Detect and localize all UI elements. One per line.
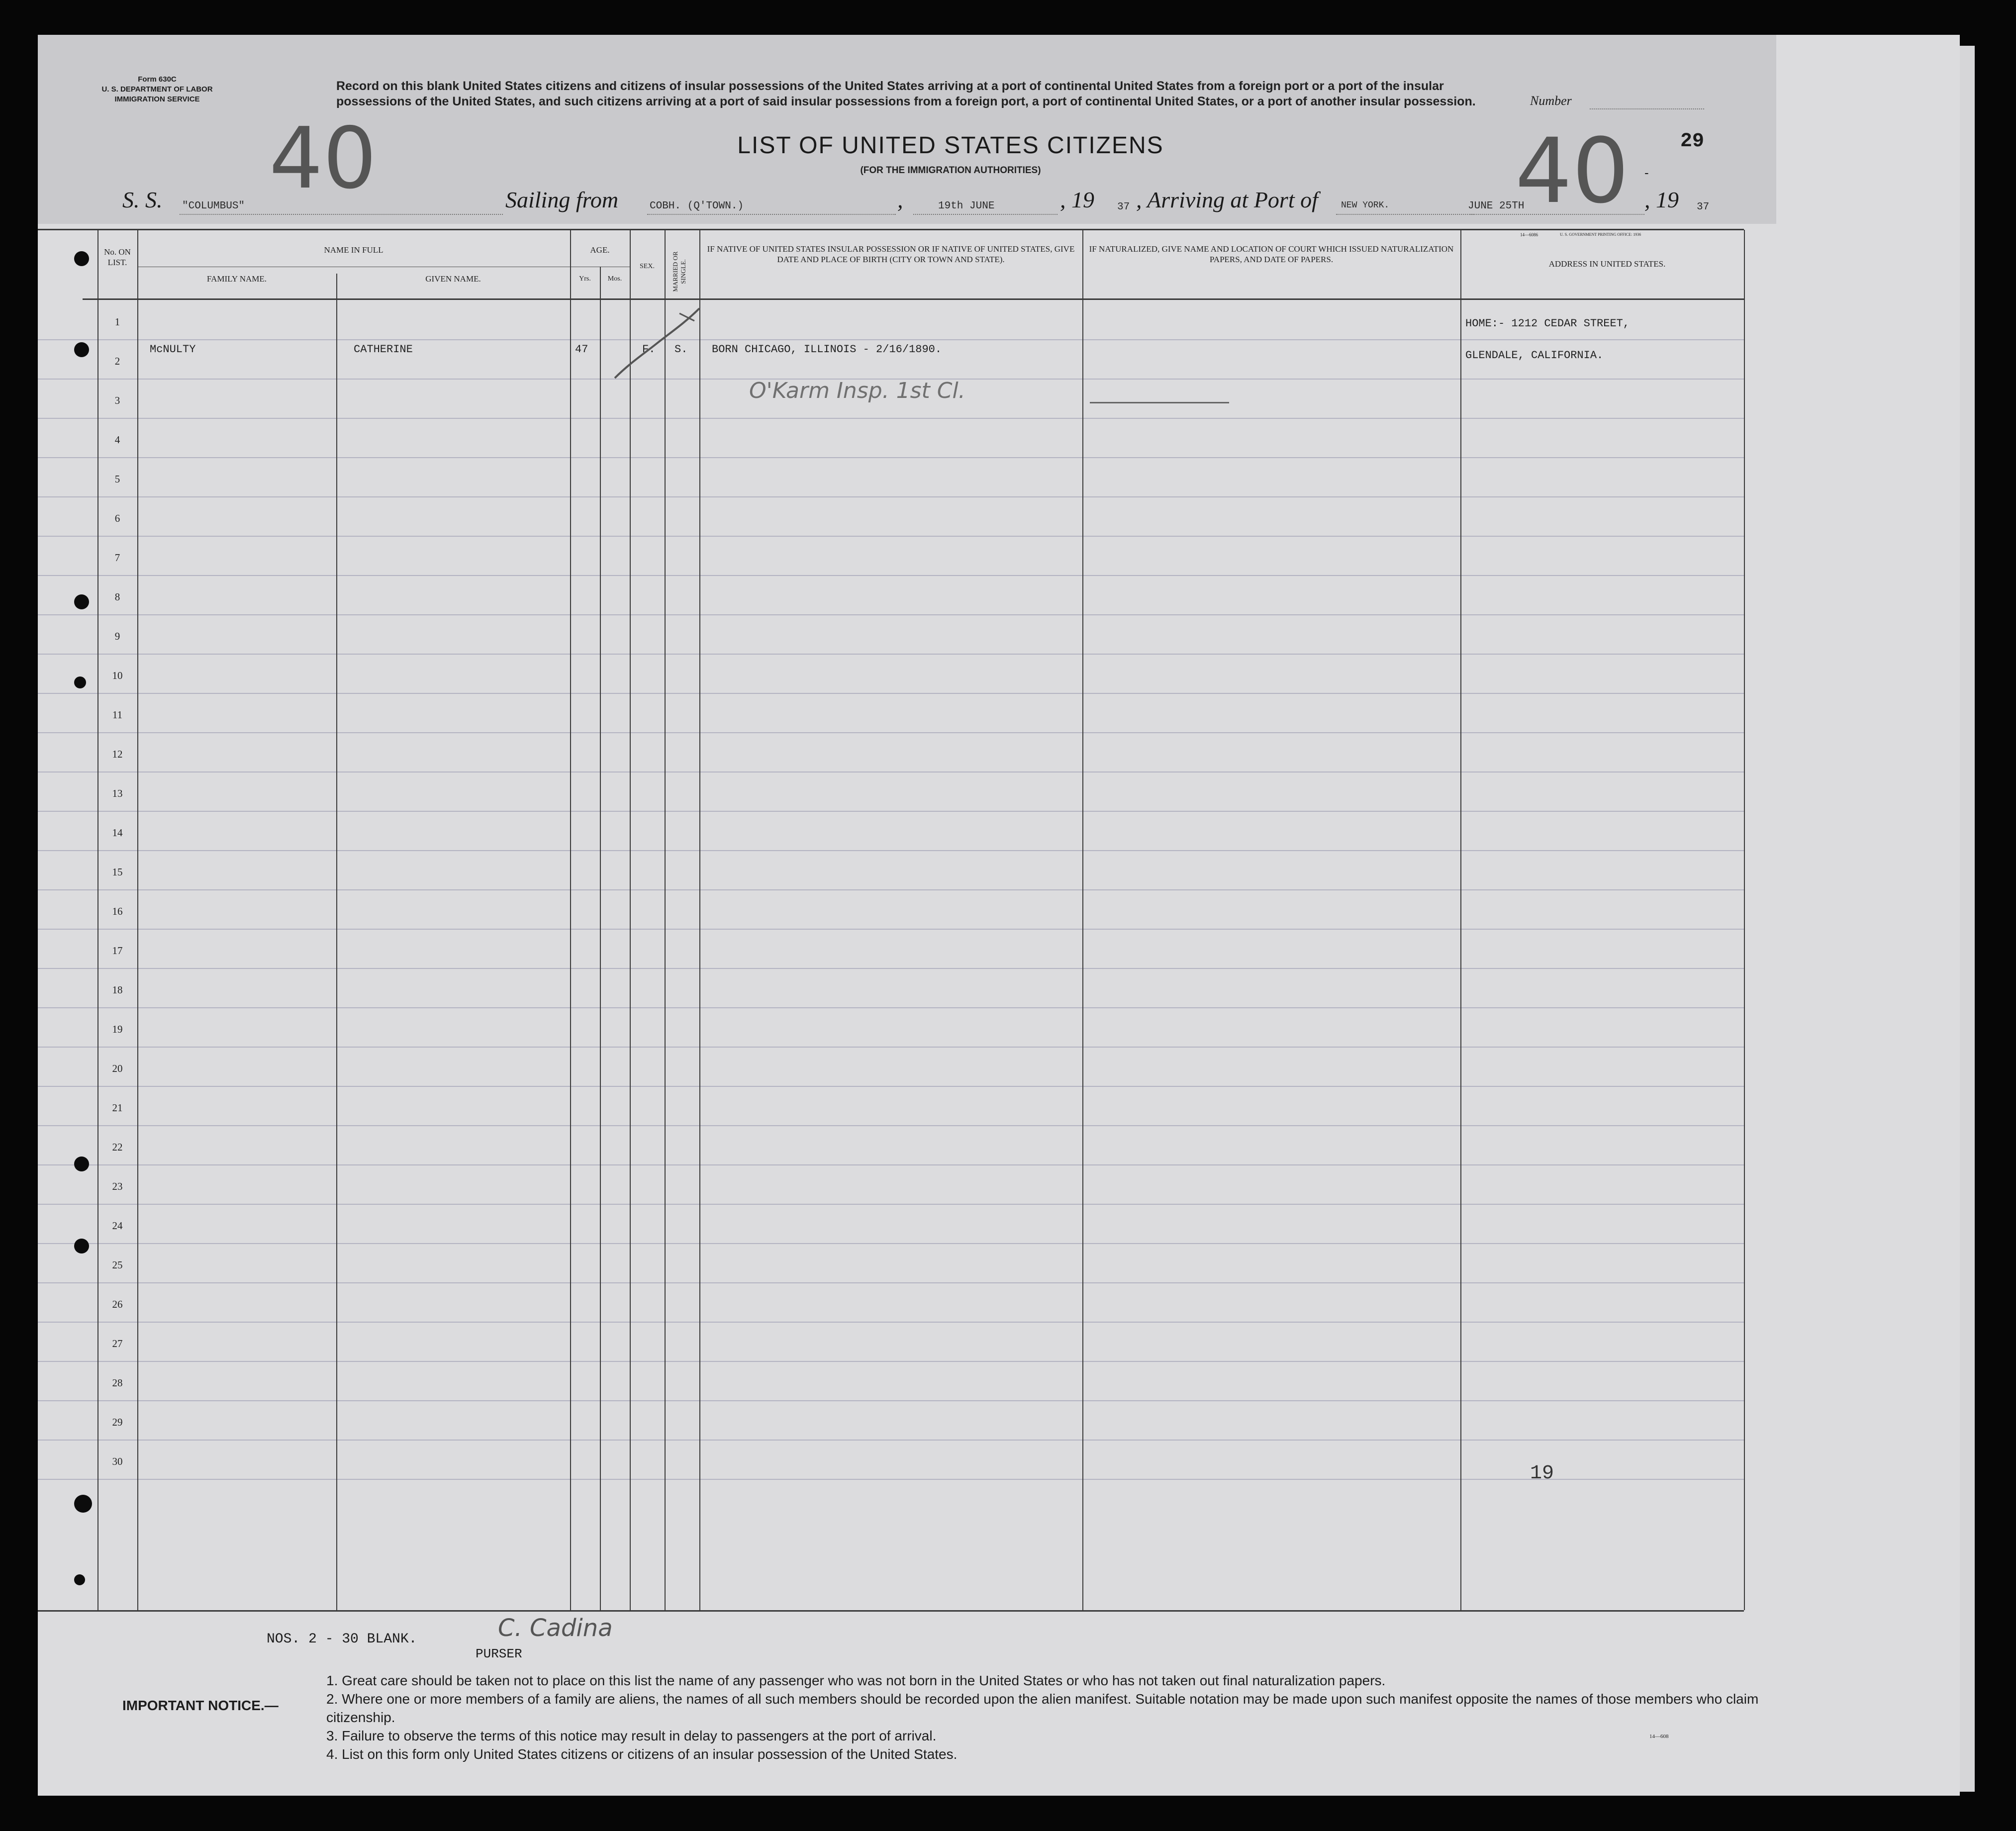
row-rule-line (38, 457, 1744, 458)
row-number: 14 (112, 827, 123, 839)
number-label: Number (1530, 94, 1572, 108)
row-number: 5 (114, 473, 120, 485)
sailing-label: Sailing from (505, 187, 619, 212)
notice-items (326, 1671, 1769, 1763)
form-code: 14—608 (1649, 1734, 1669, 1739)
col-age: AGE. (590, 245, 610, 255)
col-naturalized-info: IF NATURALIZED, GIVE NAME AND LOCATION OF COURT WHICH ISSUED NATURALIZATION PAPERS, AND DATE OF PAPERS. (1089, 244, 1454, 264)
entry-given-name: CATHERINE (354, 343, 413, 356)
arriving-label: , Arriving at Port of (1136, 187, 1318, 212)
row-rule-line (38, 771, 1744, 772)
arriving-label-text: Arriving at Port of (1147, 187, 1318, 212)
row-rule-line (38, 1086, 1744, 1087)
col-mos: Mos. (607, 275, 622, 283)
year-prefix-2: 19 (1656, 187, 1679, 212)
row-number: 13 (112, 787, 123, 799)
year-prefix-1: 19 (1071, 187, 1094, 212)
ship-name: "COLUMBUS" (182, 200, 245, 212)
row-number: 7 (114, 552, 120, 564)
row-rule-line (38, 693, 1744, 694)
row-number: 24 (112, 1220, 123, 1232)
row-rule-line (38, 575, 1744, 576)
arrival-year: 37 (1697, 201, 1710, 213)
entry-marital: S. (674, 343, 688, 356)
row-rule-line (38, 496, 1744, 497)
row-rule-line (38, 889, 1744, 890)
check-mark-icon (600, 303, 704, 388)
row-number: 8 (114, 591, 120, 603)
notice-heading: IMPORTANT NOTICE.— (122, 1698, 279, 1713)
row-number: 11 (112, 709, 123, 721)
header-bottom-border (83, 298, 1744, 300)
table-bottom-border (38, 1610, 1744, 1612)
row-rule-line (38, 1125, 1744, 1126)
row-rule-line (38, 1440, 1744, 1441)
from-port: COBH. (Q'TOWN.) (650, 200, 744, 212)
annotation-line (1090, 402, 1229, 403)
row-number: 10 (112, 670, 123, 681)
form-info (93, 75, 222, 104)
col-line-naturalized (1082, 230, 1083, 1610)
notice-item-1: 1. Great care should be taken not to place on this list the name of any passenger who was not born in the United States or who has not taken out final naturalization papers. (326, 1673, 1386, 1688)
row-number: 19 (112, 1023, 123, 1035)
punch-hole (74, 1574, 85, 1585)
row-rule-line (38, 929, 1744, 930)
row-rule-line (38, 1204, 1744, 1205)
number-line (1590, 108, 1704, 109)
row-rule-line (38, 418, 1744, 419)
row-number: 29 (112, 1416, 123, 1428)
row-number: 25 (112, 1259, 123, 1271)
row-number: 9 (114, 630, 120, 642)
sail-year: 37 (1117, 201, 1130, 213)
row-rule-line (38, 1479, 1744, 1480)
col-line-no (97, 230, 98, 1610)
sail-year-prefix: , 19 (1060, 187, 1094, 212)
row-number: 20 (112, 1062, 123, 1074)
entry-address-line2: GLENDALE, CALIFORNIA. (1465, 349, 1604, 362)
entry-sex: F. (642, 343, 656, 356)
col-line-given (336, 274, 337, 1610)
entry-annotation: O'Karm Insp. 1st Cl. (749, 378, 965, 403)
row-rule-line (38, 968, 1744, 969)
col-line-age (570, 230, 571, 1610)
row-number: 30 (112, 1455, 123, 1467)
sail-date-line (913, 214, 1057, 215)
row-number: 1 (114, 316, 120, 328)
row-rule-line (38, 1243, 1744, 1244)
row-rule-line (38, 732, 1744, 733)
row-rule-line (38, 339, 1744, 340)
punch-hole (74, 251, 89, 266)
row-rule-line (38, 811, 1744, 812)
row-number: 6 (114, 512, 120, 524)
row-number: 2 (114, 355, 120, 367)
entry-age-years: 47 (575, 343, 588, 356)
entry-family-name: McNULTY (150, 343, 196, 356)
punch-hole (74, 676, 86, 688)
entry-address-line1: HOME:- 1212 CEDAR STREET, (1465, 317, 1630, 330)
handwritten-list-number: 40 (269, 109, 377, 208)
number-suffix: 29 (1680, 130, 1705, 153)
purser-label: PURSER (476, 1646, 522, 1661)
row-number: 27 (112, 1338, 123, 1349)
from-port-line (647, 214, 896, 215)
col-line-married (665, 230, 666, 1610)
row-number: 28 (112, 1377, 123, 1389)
row-rule-line (38, 1322, 1744, 1323)
row-number: 15 (112, 866, 123, 878)
col-line-mos (600, 267, 601, 1610)
row-number: 12 (112, 748, 123, 760)
row-number: 16 (112, 905, 123, 917)
punch-hole (74, 1495, 92, 1513)
row-rule-line (38, 1282, 1744, 1283)
printing-office: U. S. GOVERNMENT PRINTING OFFICE: 1936 (1560, 232, 1641, 237)
arrival-date: JUNE 25TH (1468, 200, 1525, 212)
col-family-name: FAMILY NAME. (206, 274, 267, 284)
col-line-right (1744, 230, 1745, 1610)
row-rule-line (38, 1164, 1744, 1165)
ship-line (180, 214, 503, 215)
arrival-year-prefix: , 19 (1644, 187, 1679, 212)
row-number: 4 (114, 434, 120, 446)
col-line-native (699, 230, 700, 1610)
purser-signature: C. Cadina (498, 1614, 613, 1642)
manifest-sheet (38, 35, 1960, 1796)
row-rule-line (38, 1007, 1744, 1008)
row-rule-line (38, 536, 1744, 537)
col-line-family (137, 230, 138, 1610)
col-native-info: IF NATIVE OF UNITED STATES INSULAR POSSESSION OR IF NATIVE OF UNITED STATES, GIVE DATE AND PLACE OF BIRTH (CITY OR TOWN AND STATE). (707, 244, 1075, 264)
row-rule-line (38, 1047, 1744, 1048)
row-number: 22 (112, 1141, 123, 1153)
department: U. S. DEPARTMENT OF LABOR (101, 85, 213, 94)
comma-1: , (897, 187, 903, 212)
row-number: 17 (112, 945, 123, 957)
col-no-on-list: No. ON LIST. (104, 247, 131, 267)
punch-hole (74, 594, 89, 609)
row-number: 18 (112, 984, 123, 996)
notice-item-4: 4. List on this form only United States citizens or citizens of an insular possession of the United States. (326, 1746, 958, 1762)
blank-rows-note: NOS. 2 - 30 BLANK. (267, 1632, 417, 1647)
col-sex: SEX. (640, 263, 655, 270)
col-yrs: Yrs. (579, 275, 591, 283)
sail-date: 19th JUNE (938, 200, 995, 212)
col-married-or-single: MARRIED OR SINGLE. (672, 251, 687, 292)
row-rule-line (38, 1361, 1744, 1362)
handwritten-number-value: 40 (1515, 119, 1630, 223)
row-rule-line (38, 614, 1744, 615)
col-line-address (1460, 230, 1461, 1610)
row-number: 23 (112, 1180, 123, 1192)
row-number: 21 (112, 1102, 123, 1114)
col-address: ADDRESS IN UNITED STATES. (1548, 259, 1666, 269)
punch-hole (74, 1156, 89, 1171)
ss-label: S. S. (122, 187, 163, 212)
arrival-port: NEW YORK. (1341, 200, 1390, 210)
page-note: 19 (1530, 1462, 1554, 1485)
page-subtitle: (FOR THE IMMIGRATION AUTHORITIES) (860, 165, 1041, 176)
entry-birth-info: BORN CHICAGO, ILLINOIS - 2/16/1890. (712, 343, 942, 356)
notice-item-2: 2. Where one or more members of a family are aliens, the names of all such members should be recorded upon the alien manifest. Suitable notation may be made upon such manifest opposite the names of those members who claim citizenship. (326, 1691, 1759, 1725)
row-number: 26 (112, 1298, 123, 1310)
arrival-date-line (1470, 214, 1644, 215)
page-title: LIST OF UNITED STATES CITIZENS (737, 132, 1164, 159)
record-instruction: Record on this blank United States citizens and citizens of insular possessions of the United States arriving at a port of continental United States from a foreign port or a port of the insular possessions of the United States, and such citizens arriving at a port of said insular possessions from a foreign port, a port of continental United States, or a port of another insular possession. (336, 79, 1476, 108)
service: IMMIGRATION SERVICE (114, 95, 200, 103)
punch-hole (74, 342, 89, 357)
table-top-border (38, 229, 1744, 230)
col-name-in-full: NAME IN FULL (324, 245, 384, 255)
row-rule-line (38, 654, 1744, 655)
col-line-sex (630, 230, 631, 1610)
notice-item-3: 3. Failure to observe the terms of this notice may result in delay to passengers at the port of arrival. (326, 1728, 937, 1743)
number-dash: - (1644, 165, 1649, 180)
row-rule-line (38, 1400, 1744, 1401)
printer-mark: 14—6086 (1520, 232, 1538, 237)
row-rule-line (38, 850, 1744, 851)
punch-hole (74, 1239, 89, 1253)
arrival-port-line (1336, 214, 1475, 215)
form-number: Form 630C (138, 75, 177, 84)
row-number: 3 (114, 394, 120, 406)
col-given-name: GIVEN NAME. (425, 274, 481, 284)
